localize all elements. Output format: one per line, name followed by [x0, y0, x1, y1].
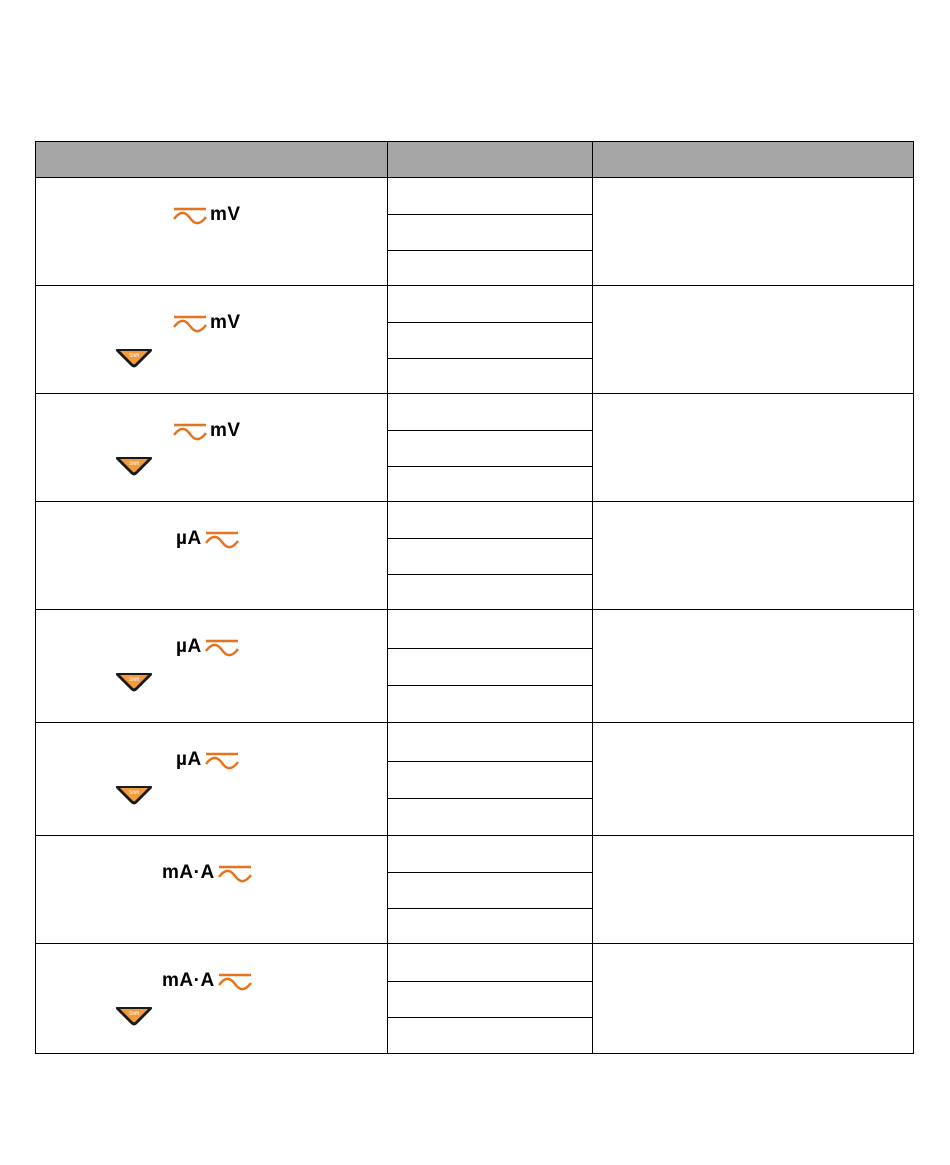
function-unit-text: mV	[210, 420, 241, 441]
function-unit-text: µA	[176, 528, 202, 549]
function-label	[162, 971, 252, 991]
function-unit-text: mA·A	[162, 862, 215, 883]
range-subrow-divider	[387, 685, 593, 686]
range-subrow-divider	[387, 872, 593, 873]
ac-dc-wave-icon	[205, 637, 239, 657]
range-subrow-divider	[387, 1017, 593, 1018]
row-divider	[36, 285, 913, 286]
function-unit-text: µA	[176, 636, 202, 657]
function-label	[176, 750, 239, 770]
function-unit-text: mA·A	[162, 970, 215, 991]
range-subrow-divider	[387, 798, 593, 799]
shift-key-icon	[114, 346, 154, 370]
table-header-row	[36, 142, 913, 178]
function-label	[173, 313, 241, 333]
row-divider	[36, 943, 913, 944]
column-divider	[592, 142, 593, 1053]
function-label	[176, 637, 239, 657]
row-divider	[36, 393, 913, 394]
ac-dc-wave-icon	[173, 313, 207, 333]
row-divider	[36, 722, 913, 723]
ac-dc-wave-icon	[173, 205, 207, 225]
range-subrow-divider	[387, 538, 593, 539]
function-label	[173, 421, 241, 441]
row-divider	[36, 835, 913, 836]
shift-key-icon	[114, 783, 154, 807]
range-subrow-divider	[387, 981, 593, 982]
range-subrow-divider	[387, 574, 593, 575]
ac-dc-wave-icon	[205, 529, 239, 549]
range-subrow-divider	[387, 250, 593, 251]
column-divider	[387, 142, 388, 1053]
row-divider	[36, 501, 913, 502]
row-divider	[36, 609, 913, 610]
range-subrow-divider	[387, 322, 593, 323]
shift-key-icon	[114, 454, 154, 478]
range-subrow-divider	[387, 908, 593, 909]
ac-dc-wave-icon	[205, 750, 239, 770]
shift-key-icon	[114, 1004, 154, 1028]
function-unit-text: mV	[210, 312, 241, 333]
range-subrow-divider	[387, 648, 593, 649]
function-label	[173, 205, 241, 225]
function-unit-text: mV	[210, 204, 241, 225]
range-subrow-divider	[387, 761, 593, 762]
function-label	[162, 863, 252, 883]
range-subrow-divider	[387, 430, 593, 431]
shift-key-icon	[114, 670, 154, 694]
function-unit-text: µA	[176, 749, 202, 770]
range-subrow-divider	[387, 466, 593, 467]
ac-dc-wave-icon	[173, 421, 207, 441]
function-table	[35, 141, 914, 1054]
ac-dc-wave-icon	[218, 863, 252, 883]
range-subrow-divider	[387, 214, 593, 215]
function-label	[176, 529, 239, 549]
range-subrow-divider	[387, 358, 593, 359]
ac-dc-wave-icon	[218, 971, 252, 991]
